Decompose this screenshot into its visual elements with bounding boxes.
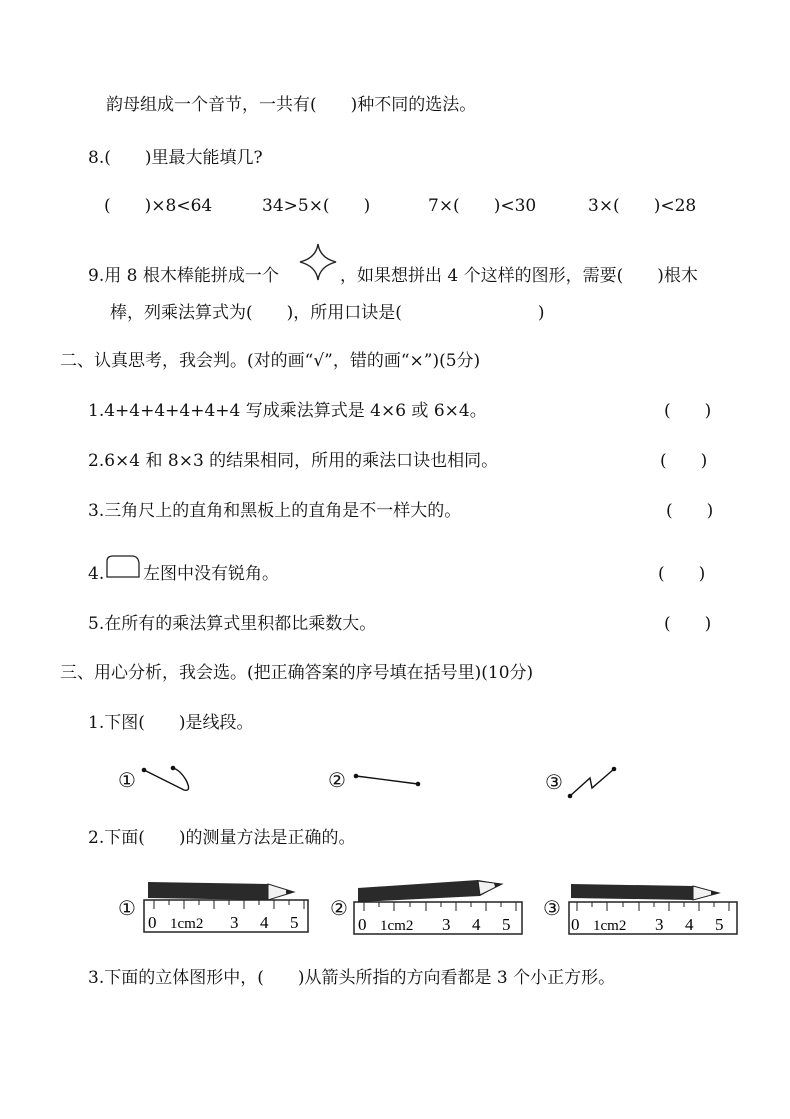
ruler-option-2-label: ② <box>330 896 348 920</box>
judge-item-3: 3.三角尺上的直角和黑板上的直角是不一样大的。 <box>88 501 462 521</box>
choice-q2: 2.下面( )的测量方法是正确的。 <box>88 828 356 848</box>
ruler-option-1-label: ① <box>118 896 136 920</box>
ruler-1-label-5: 5 <box>290 913 299 932</box>
judge-item-2: 2.6×4 和 8×3 的结果相同，所用的乘法口诀也相同。 <box>88 451 499 471</box>
zigzag-line-figure <box>564 764 620 802</box>
q9-line2: 棒，列乘法算式为( )，所用口诀是( ) <box>110 303 545 323</box>
ruler-3-label-1cm2: 1cm2 <box>593 918 627 934</box>
ruler-pencil-figure-2 <box>350 878 526 936</box>
q8-item-3: 7×( )<30 <box>428 196 537 216</box>
ruler-1-label-0: 0 <box>148 913 157 932</box>
ruler-1-label-3: 3 <box>230 913 239 932</box>
choice-q1: 1.下图( )是线段。 <box>88 713 254 733</box>
judge-paren-2: ( ) <box>660 451 708 471</box>
q8-item-1: ( )×8<64 <box>104 196 213 216</box>
section2-title: 二、认真思考，我会判。(对的画“√”，错的画“×”)(5分) <box>60 351 481 371</box>
ruler-2-label-0: 0 <box>358 915 367 934</box>
line-segment-figure <box>352 770 426 796</box>
four-point-star-figure <box>296 242 340 282</box>
line-option-2-label: ② <box>328 768 346 792</box>
q9-line1-a: 9.用 8 根木棒能拼成一个 <box>88 266 279 286</box>
ruler-2-label-5: 5 <box>502 915 511 934</box>
ruler-1-label-1cm2: 1cm2 <box>170 916 204 932</box>
judge-item-4: 4. <box>88 564 105 584</box>
ruler-3-label-5: 5 <box>715 915 724 934</box>
judge-paren-5: ( ) <box>664 614 712 634</box>
ruler-option-3-label: ③ <box>543 896 561 920</box>
ruler-3-label-0: 0 <box>571 915 580 934</box>
judge-paren-3: ( ) <box>666 501 714 521</box>
q8-item-4: 3×( )<28 <box>588 196 697 216</box>
section3-title: 三、用心分析，我会选。(把正确答案的序号填在括号里)(10分) <box>60 663 534 683</box>
ruler-2-label-4: 4 <box>472 915 481 934</box>
judge-item-1: 1.4+4+4+4+4+4 写成乘法算式是 4×6 或 6×4。 <box>88 401 487 421</box>
line-option-1-label: ① <box>118 768 136 792</box>
trapezoid-shape-figure <box>104 553 142 579</box>
ruler-pencil-figure-3 <box>565 880 741 936</box>
q7-continuation: 韵母组成一个音节，一共有( )种不同的选法。 <box>106 95 477 115</box>
ruler-3-label-3: 3 <box>655 915 664 934</box>
choice-q3: 3.下面的立体图形中，( )从箭头所指的方向看都是 3 个小正方形。 <box>88 968 616 988</box>
ruler-pencil-figure-1 <box>140 878 312 936</box>
line-option-3-label: ③ <box>545 770 563 794</box>
q8-title: 8.( )里最大能填几? <box>88 148 263 168</box>
ruler-2-label-3: 3 <box>442 915 451 934</box>
judge-item-5: 5.在所有的乘法算式里积都比乘数大。 <box>88 614 377 634</box>
ruler-1-label-4: 4 <box>260 913 269 932</box>
curved-line-figure <box>140 762 192 796</box>
ruler-2-label-1cm2: 1cm2 <box>380 918 414 934</box>
judge-item-4-text: 左图中没有锐角。 <box>143 564 279 584</box>
judge-paren-4: ( ) <box>658 564 706 584</box>
q8-item-2: 34>5×( ) <box>262 196 371 216</box>
q9-line1-b: ，如果想拼出 4 个这样的图形，需要( )根木 <box>340 266 698 286</box>
judge-paren-1: ( ) <box>664 401 712 421</box>
ruler-3-label-4: 4 <box>685 915 694 934</box>
